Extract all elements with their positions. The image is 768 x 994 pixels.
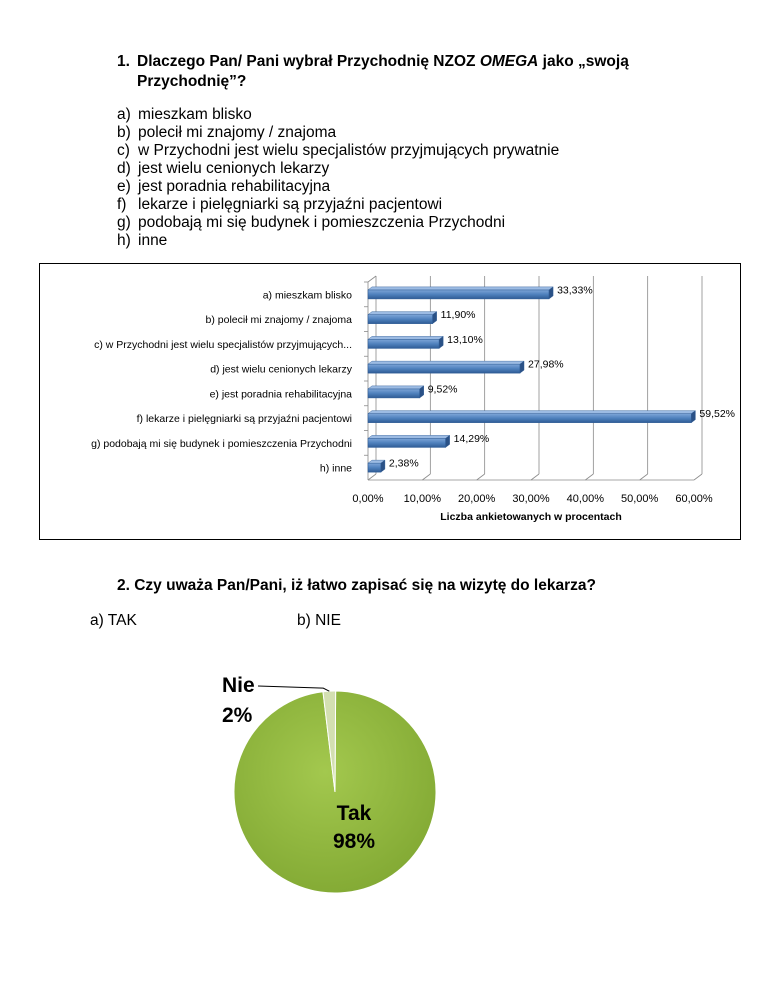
- x-tick-label: 0,00%: [352, 493, 384, 505]
- option-text: jest poradnia rehabilitacyjna: [138, 178, 331, 195]
- bar-chart: [40, 264, 740, 539]
- x-tick-label: 60,00%: [675, 493, 713, 505]
- option-text: mieszkam blisko: [138, 106, 252, 123]
- data-label: 2,38%: [388, 457, 419, 470]
- question-1-text: [137, 52, 697, 92]
- option-text: inne: [138, 232, 168, 249]
- data-label: 14,29%: [453, 432, 490, 445]
- option-letter: h): [117, 232, 131, 249]
- pie-label-tak: Tak: [336, 802, 372, 825]
- x-tick-label: 40,00%: [566, 493, 604, 505]
- bar-top-face: [368, 336, 443, 339]
- option-letter: g): [117, 214, 131, 231]
- data-label: 33,33%: [557, 284, 593, 297]
- question-1-text-part: jako „swoją Przychodnię”?: [137, 53, 629, 90]
- option-letter: c): [117, 142, 130, 159]
- bar-top-face: [368, 361, 524, 364]
- question-1-number: 1.: [117, 53, 130, 70]
- bar: [368, 290, 549, 299]
- category-label: g) podobają mi się budynek i pomieszczenia Przychodni: [91, 437, 352, 450]
- leader-line-nie: [258, 686, 329, 691]
- bar: [368, 364, 520, 373]
- pie-chart: [200, 660, 460, 930]
- pie-value-nie: 2%: [222, 704, 253, 727]
- gridline-depth: [531, 474, 539, 480]
- question-1-text-part: Dlaczego Pan/ Pani wybrał Przychodnię NZOZ: [137, 53, 480, 70]
- bar: [368, 389, 420, 398]
- option-letter: b): [117, 124, 131, 141]
- bar-top-face: [368, 287, 553, 290]
- answer-b: b) NIE: [297, 612, 341, 629]
- bar-top-face: [368, 435, 450, 438]
- gridline-depth: [422, 474, 430, 480]
- option-text: w Przychodni jest wielu specjalistów przyjmujących prywatnie: [138, 142, 560, 159]
- bar: [368, 339, 439, 348]
- gridline-depth: [368, 474, 376, 480]
- category-label: e) jest poradnia rehabilitacyjna: [209, 388, 352, 401]
- gridline-depth: [694, 474, 702, 480]
- x-tick-label: 20,00%: [458, 493, 496, 505]
- bar: [368, 315, 433, 324]
- x-axis-title: Liczba ankietowanych w procentach: [440, 511, 622, 523]
- option-text: podobają mi się budynek i pomieszczenia Przychodni: [138, 214, 506, 231]
- x-tick-label: 10,00%: [403, 493, 441, 505]
- bar: [368, 438, 446, 447]
- question-2: 2. Czy uważa Pan/Pani, iż łatwo zapisać się na wizytę do lekarza?: [117, 577, 596, 594]
- option-letter: e): [117, 178, 131, 195]
- option-letter: a): [117, 106, 131, 123]
- category-label: d) jest wielu cenionych lekarzy: [210, 363, 352, 376]
- pie-value-tak: 98%: [332, 830, 376, 853]
- x-tick-label: 30,00%: [512, 493, 550, 505]
- gridline-depth: [585, 474, 593, 480]
- data-label: 13,10%: [447, 333, 483, 346]
- option-letter: f): [117, 196, 127, 213]
- option-text: lekarze i pielęgniarki są przyjaźni pacjentowi: [138, 196, 443, 213]
- bar: [368, 463, 381, 472]
- category-label: c) w Przychodni jest wielu specjalistów przyjmujących...: [94, 338, 352, 351]
- bar-top-face: [368, 386, 424, 389]
- bar: [368, 414, 691, 423]
- bar-chart-frame: [39, 263, 741, 540]
- bar-top-face: [368, 411, 695, 414]
- gridline-depth: [477, 474, 485, 480]
- data-label: 59,52%: [699, 408, 736, 421]
- option-letter: d): [117, 160, 131, 177]
- data-label: 11,90%: [440, 309, 476, 322]
- y-axis-depth: [368, 276, 376, 282]
- data-label: 9,52%: [427, 383, 458, 396]
- option-text: polecił mi znajomy / znajoma: [138, 124, 337, 141]
- pie-label-nie: Nie: [222, 674, 255, 697]
- answer-a: a) TAK: [90, 612, 137, 629]
- category-label: f) lekarze i pielęgniarki są przyjaźni pacjentowi: [136, 413, 352, 426]
- data-label: 27,98%: [528, 358, 564, 371]
- question-1-clinic-name: OMEGA: [479, 53, 539, 70]
- category-label: b) polecił mi znajomy / znajoma: [205, 314, 352, 327]
- gridline-depth: [640, 474, 648, 480]
- bar-top-face: [368, 312, 437, 315]
- category-label: h) inne: [319, 462, 352, 475]
- option-text: jest wielu cenionych lekarzy: [138, 160, 330, 177]
- x-tick-label: 50,00%: [621, 493, 659, 505]
- category-label: a) mieszkam blisko: [262, 289, 352, 302]
